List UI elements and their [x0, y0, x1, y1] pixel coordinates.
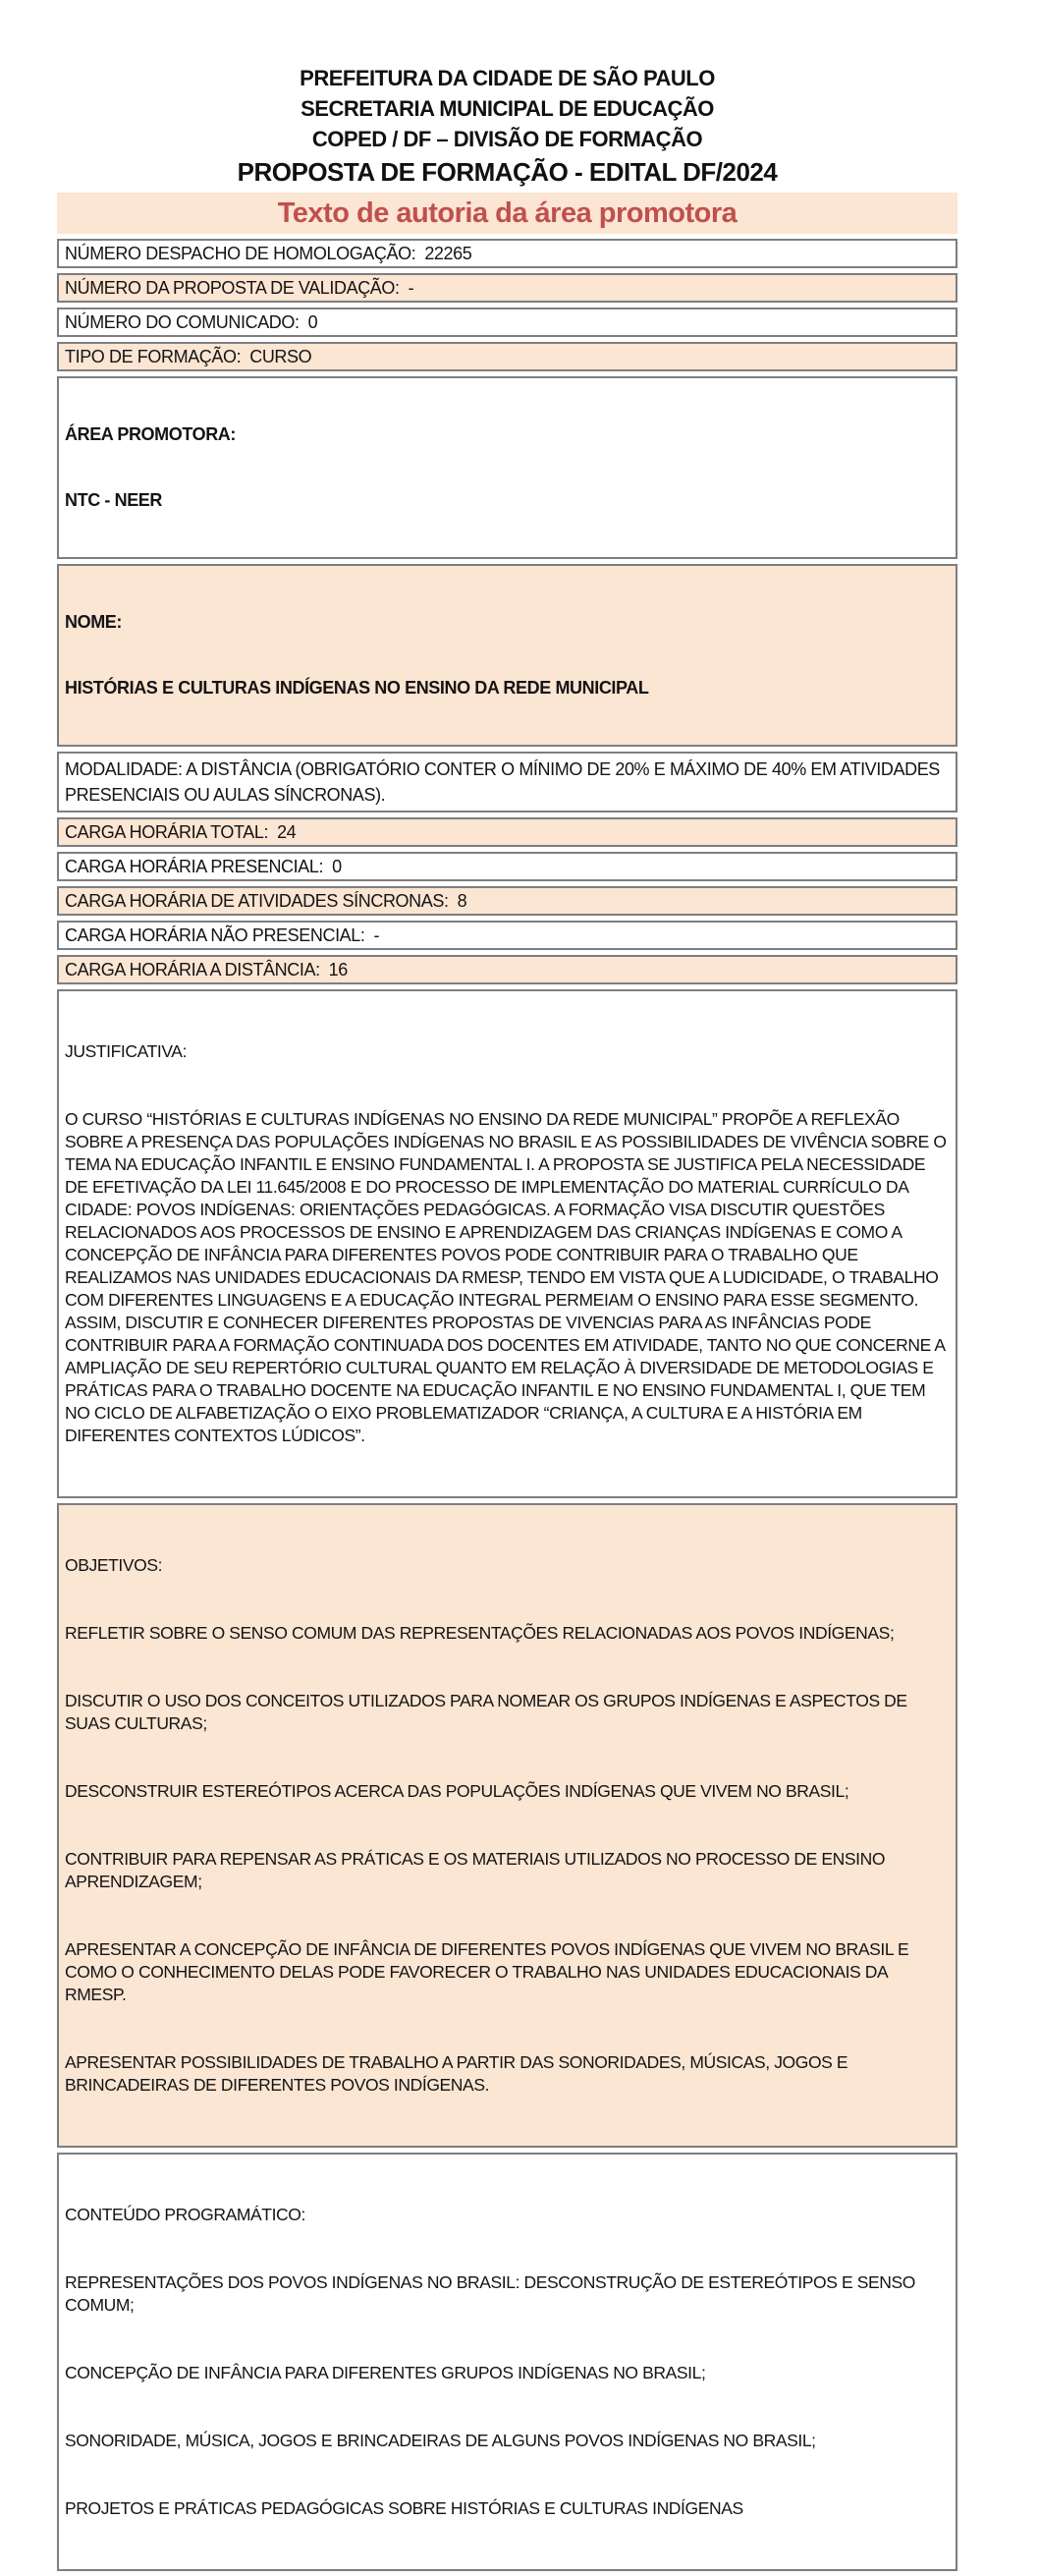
- objetivo-item: DISCUTIR O USO DOS CONCEITOS UTILIZADOS PARA NOMEAR OS GRUPOS INDÍGENAS E ASPECTOS DE SUAS CULTURAS;: [65, 1691, 912, 1733]
- field-row-carga-sincronas: [57, 886, 957, 916]
- field-value: 0: [307, 312, 318, 332]
- objetivo-item: REFLETIR SOBRE O SENSO COMUM DAS REPRESENTAÇÕES RELACIONADAS AOS POVOS INDÍGENAS;: [65, 1623, 895, 1643]
- field-label: CARGA HORÁRIA TOTAL:: [65, 822, 269, 842]
- objetivo-item: APRESENTAR A CONCEPÇÃO DE INFÂNCIA DE DIFERENTES POVOS INDÍGENAS QUE VIVEM NO BRASIL E COMO O CONHECIMENTO DELAS PODE FAVORECER O TRABALHO NAS UNIDADES EDUCACIONAIS DA RMESP.: [65, 1939, 913, 2004]
- field-label: NOME:: [65, 612, 122, 632]
- authorship-banner: [57, 193, 957, 234]
- conteudo-item: SONORIDADE, MÚSICA, JOGOS E BRINCADEIRAS DE ALGUNS POVOS INDÍGENAS NO BRASIL;: [65, 2431, 816, 2450]
- objetivo-item: CONTRIBUIR PARA REPENSAR AS PRÁTICAS E OS MATERIAIS UTILIZADOS NO PROCESSO DE ENSINO APRENDIZAGEM;: [65, 1849, 889, 1891]
- field-row-carga-presencial: [57, 852, 957, 881]
- field-label: NÚMERO DA PROPOSTA DE VALIDAÇÃO:: [65, 278, 400, 298]
- field-label: NÚMERO DESPACHO DE HOMOLOGAÇÃO:: [65, 244, 416, 263]
- header-line-coped: COPED / DF – DIVISÃO DE FORMAÇÃO: [311, 127, 703, 151]
- field-text: MODALIDADE: A DISTÂNCIA (OBRIGATÓRIO CONTER O MÍNIMO DE 20% E MÁXIMO DE 40% EM ATIVIDADES PRESENCIAIS OU AULAS SÍNCRONAS).: [65, 759, 945, 805]
- section-objetivos: [57, 1503, 957, 2148]
- field-value: 8: [457, 891, 467, 911]
- field-label: CARGA HORÁRIA DE ATIVIDADES SÍNCRONAS:: [65, 891, 449, 911]
- field-label: ÁREA PROMOTORA:: [65, 424, 237, 444]
- objetivo-item: DESCONSTRUIR ESTEREÓTIPOS ACERCA DAS POPULAÇÕES INDÍGENAS QUE VIVEM NO BRASIL;: [65, 1781, 849, 1801]
- field-row-despacho-homologacao: [57, 239, 957, 268]
- field-row-carga-total: [57, 817, 957, 847]
- document-content: [57, 63, 957, 2576]
- conteudo-item: CONCEPÇÃO DE INFÂNCIA PARA DIFERENTES GRUPOS INDÍGENAS NO BRASIL;: [65, 2363, 706, 2382]
- field-value: CURSO: [249, 347, 312, 366]
- header-line-secretaria: SECRETARIA MUNICIPAL DE EDUCAÇÃO: [301, 96, 714, 121]
- field-label: NÚMERO DO COMUNICADO:: [65, 312, 300, 332]
- section-conteudo-programatico: [57, 2153, 957, 2571]
- field-value: 0: [332, 857, 342, 876]
- field-value: 22265: [424, 244, 472, 263]
- field-row-tipo-formacao: [57, 342, 957, 371]
- field-row-proposta-validacao: [57, 273, 957, 303]
- header-line-proposta: PROPOSTA DE FORMAÇÃO - EDITAL DF/2024: [237, 157, 778, 187]
- field-row-numero-comunicado: [57, 308, 957, 337]
- field-value: HISTÓRIAS E CULTURAS INDÍGENAS NO ENSINO DA REDE MUNICIPAL: [65, 678, 649, 698]
- document-header: [57, 63, 957, 190]
- conteudo-item: REPRESENTAÇÕES DOS POVOS INDÍGENAS NO BRASIL: DESCONSTRUÇÃO DE ESTEREÓTIPOS E SENSO COMUM;: [65, 2272, 920, 2315]
- section-title: CONTEÚDO PROGRAMÁTICO:: [65, 2205, 305, 2224]
- authorship-banner-text: Texto de autoria da área promotora: [277, 197, 738, 229]
- field-label: CARGA HORÁRIA NÃO PRESENCIAL:: [65, 925, 365, 945]
- field-value: -: [408, 278, 414, 298]
- section-title: OBJETIVOS:: [65, 1555, 163, 1575]
- section-paragraph: O CURSO “HISTÓRIAS E CULTURAS INDÍGENAS NO ENSINO DA REDE MUNICIPAL” PROPÕE A REFLEXÃO SOBRE A PRESENÇA DAS POPULAÇÕES INDÍGENAS NO BRASIL E AS POSSIBILIDADES DE VIVÊNCIA SOBRE O TEMA NA EDUCAÇÃO INFANTIL E ENSINO FUNDAMENTAL I. A PROPOSTA SE JUSTIFICA PELA NECESSIDADE DE EFETIVAÇÃO DA LEI 11.645/2008 E DO PROCESSO DE IMPLEMENTAÇÃO DO MATERIAL CURRÍCULO DA CIDADE: POVOS INDÍGENAS: ORIENTAÇÕES PEDAGÓGICAS. A FORMAÇÃO VISA DISCUTIR QUESTÕES RELACIONADOS AOS PROCESSOS DE ENSINO E APRENDIZAGEM DAS CRIANÇAS INDÍGENAS E COMO A CONCEPÇÃO DE INFÂNCIA PARA DIFERENTES POVOS PODE CONTRIBUIR PARA O TRABALHO QUE REALIZAMOS NAS UNIDADES EDUCACIONAIS DA RMESP, TENDO EM VISTA QUE A LUDICIDADE, O TRABALHO COM DIFERENTES LINGUAGENS E A EDUCAÇÃO INTEGRAL PERMEIAM O ENSINO PARA ESSE SEGMENTO. ASSIM, DISCUTIR E CONHECER DIFERENTES PROPOSTAS DE VIVENCIAS PARA AS INFÂNCIAS PODE CONTRIBUIR PARA A FORMAÇÃO CONTINUADA DOS DOCENTES EM ATIVIDADE, TANTO NO QUE CONCERNE A AMPLIAÇÃO DE SEU REPERTÓRIO CULTURAL QUANTO EM RELAÇÃO À DIVERSIDADE DE METODOLOGIAS E PRÁTICAS PARA O TRABALHO DOCENTE NA EDUCAÇÃO INFANTIL E NO ENSINO FUNDAMENTAL I, QUE TEM NO CICLO DE ALFABETIZAÇÃO O EIXO PROBLEMATIZADOR “CRIANÇA, A CULTURA E A HISTÓRIA EM DIFERENTES CONTEXTOS LÚDICOS”.: [65, 1109, 951, 1445]
- conteudo-item: PROJETOS E PRÁTICAS PEDAGÓGICAS SOBRE HISTÓRIAS E CULTURAS INDÍGENAS: [65, 2498, 743, 2518]
- field-label: CARGA HORÁRIA A DISTÂNCIA:: [65, 960, 320, 980]
- field-value: 24: [277, 822, 297, 842]
- field-label: CARGA HORÁRIA PRESENCIAL:: [65, 857, 324, 876]
- section-title: JUSTIFICATIVA:: [65, 1041, 188, 1061]
- field-value: NTC - NEER: [65, 490, 162, 510]
- header-line-prefeitura: PREFEITURA DA CIDADE DE SÃO PAULO: [300, 66, 715, 90]
- fields-table: [57, 239, 957, 2571]
- field-row-modalidade: [57, 752, 957, 812]
- field-value: 16: [328, 960, 348, 980]
- field-row-area-promotora: [57, 376, 957, 559]
- field-value: -: [373, 925, 380, 945]
- field-row-nome: [57, 564, 957, 747]
- field-row-carga-distancia: [57, 955, 957, 984]
- objetivo-item: APRESENTAR POSSIBILIDADES DE TRABALHO A PARTIR DAS SONORIDADES, MÚSICAS, JOGOS E BRINCADEIRAS DE DIFERENTES POVOS INDÍGENAS.: [65, 2052, 852, 2095]
- field-label: TIPO DE FORMAÇÃO:: [65, 347, 242, 366]
- section-justificativa: [57, 989, 957, 1498]
- field-row-carga-nao-presencial: [57, 921, 957, 950]
